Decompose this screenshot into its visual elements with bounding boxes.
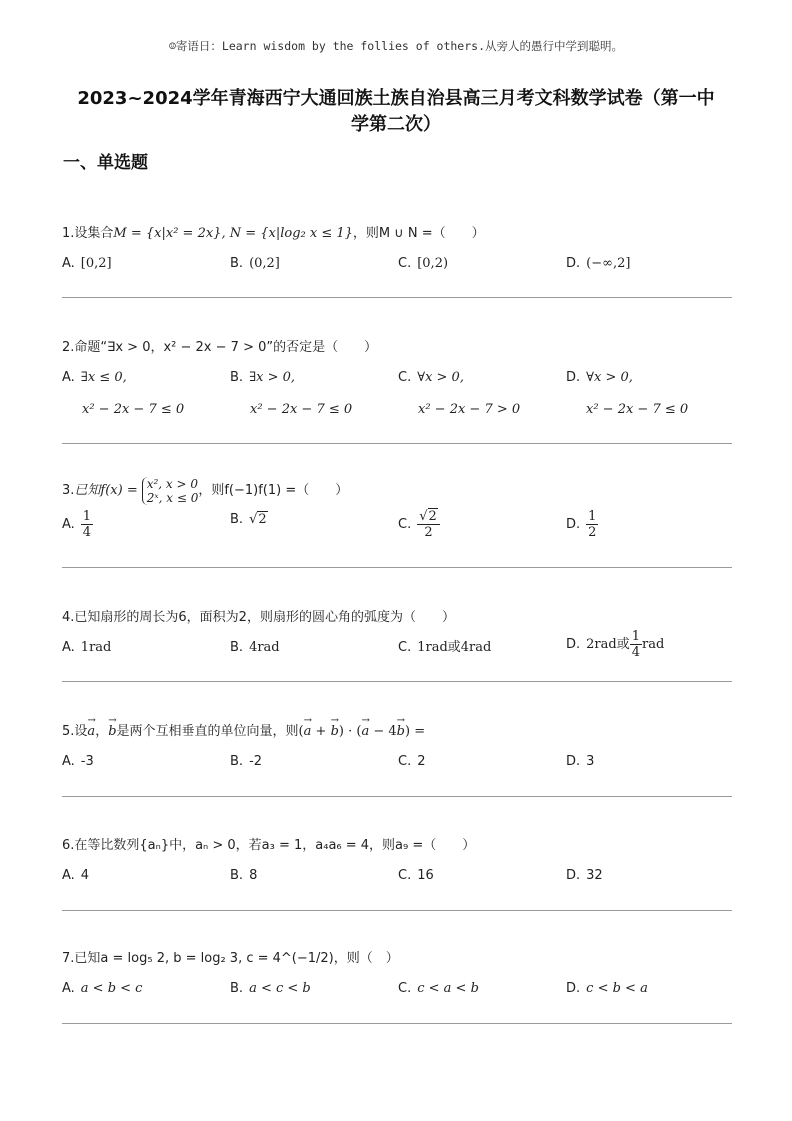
option-d[interactable]: D. 2rad或 $\frac{1}{4}$ rad [566,629,665,660]
question-2 [62,337,732,423]
question-6 [62,835,732,893]
question-5 [62,721,732,779]
question-number: 1. [62,226,75,241]
option-d[interactable]: D. 32 [566,868,603,883]
vector-a: → a [304,721,312,743]
option-d[interactable]: D. ∀x > 0, x² − 2x − 7 ≤ 0 [566,370,689,417]
option-c[interactable]: C. 1rad或4rad [398,640,492,655]
question-4 [62,607,732,673]
question-stem [62,337,732,359]
stem-text: ，则f(−1)f(1) =（ ） [198,483,349,498]
question-number: 6. [62,838,75,853]
motto: ☺寄语日：Learn wisdom by the follies of others.从旁人的愚行中学到聪明。 [168,39,624,53]
option-c[interactable]: C. 2 [398,754,426,769]
fraction: $\frac{√2}{2}$ [417,509,440,540]
options [62,978,732,1006]
option-b[interactable]: B. √2 [230,512,267,527]
vector-b: → b [108,721,116,743]
stem-text: 命题“∃x > 0，x² − 2x − 7 > 0”的否定是（ ） [74,340,378,355]
stem-text: 设 [74,724,88,739]
title-line-2: 学第二次） [351,114,441,135]
question-3 [62,477,732,545]
option-b[interactable]: B. 8 [230,868,258,883]
option-b[interactable]: B. -2 [230,754,263,769]
stem-math: M = {x|x² = 2x}, N = {x|log₂ x ≤ 1} [113,226,353,241]
option-c[interactable]: C. 16 [398,868,434,883]
divider [62,796,732,797]
question-stem [62,948,732,970]
option-a[interactable]: A. 1rad [62,640,112,655]
option-b[interactable]: B. a < c < b [230,981,311,996]
options [62,629,732,673]
option-d[interactable]: D. $\frac{1}{2}$ [566,509,597,540]
options [62,751,732,779]
option-d[interactable]: D. (−∞,2] [566,256,631,271]
question-7 [62,948,732,1006]
title-line-1: 2023~2024学年青海西宁大通回族土族自治县高三月考文科数学试卷（第一中 [77,88,715,109]
vector-b: → b [331,721,339,743]
option-b[interactable]: B. (0,2] [230,256,280,271]
stem-math: = [414,724,426,739]
option-a[interactable]: A. ∃x ≤ 0, x² − 2x − 7 ≤ 0 [62,370,185,417]
divider [62,567,732,568]
page-title [40,86,752,138]
vector-b: → b [397,721,405,743]
option-c[interactable]: C. [0,2) [398,256,449,271]
divider [62,681,732,682]
stem-math: 已知f(x) = [74,483,138,498]
stem-text: 已知扇形的周长为6，面积为2，则扇形的圆心角的弧度为（ ） [74,610,455,625]
option-b[interactable]: B. ∃x > 0, x² − 2x − 7 ≤ 0 [230,370,353,417]
question-stem: 5.设→ a，→ b是两个互相垂直的单位向量，则(→ a + → b) · (→ a − 4→ b) = [62,721,732,743]
option-c[interactable]: C. ∀x > 0, x² − 2x − 7 > 0 [398,370,521,417]
question-1 [62,223,732,281]
option-d[interactable]: D. c < b < a [566,981,648,996]
option-a[interactable]: A. 4 [62,868,90,883]
option-c[interactable]: C. $\frac{√2}{2}$ [398,509,440,540]
sqrt: √2 [249,512,267,527]
options [62,865,732,893]
vector-a: → a [87,721,95,743]
divider [62,1023,732,1024]
question-number: 3. [62,483,75,498]
divider [62,910,732,911]
divider [62,297,732,298]
question-stem [62,607,732,629]
question-stem [62,835,732,857]
question-number: 7. [62,951,75,966]
question-stem [62,477,732,505]
fraction: $\frac{1}{2}$ [588,509,597,540]
option-a[interactable]: A. $\frac{1}{4}$ [62,509,92,540]
option-d[interactable]: D. 3 [566,754,595,769]
option-a[interactable]: A. -3 [62,754,94,769]
option-a[interactable]: A. [0,2] [62,256,112,271]
fraction: $\frac{1}{4}$ [82,509,92,540]
question-number: 5. [62,724,75,739]
options [62,367,732,423]
piecewise-brace [142,477,199,505]
piece-case: 2ˣ, x ≤ 0 [146,491,199,505]
vector-a: → a [361,721,369,743]
stem-text: ，则M ∪ N =（ ） [352,226,485,241]
options [62,509,732,545]
option-b[interactable]: B. 4rad [230,640,280,655]
stem-text: 是两个互相垂直的单位向量，则 [116,724,299,739]
question-number: 2. [62,340,75,355]
option-a[interactable]: A. a < b < c [62,981,143,996]
question-number: 4. [62,610,75,625]
section-heading: 一、单选题 [63,153,148,173]
piece-case: x², x > 0 [146,477,199,491]
option-c[interactable]: C. c < a < b [398,981,479,996]
stem-text: 在等比数列{aₙ}中，aₙ > 0，若a₃ = 1，a₄a₆ = 4，则a₉ =（ ） [74,838,476,853]
fraction: $\frac{1}{4}$ [631,629,640,660]
divider [62,443,732,444]
question-stem [62,223,732,245]
options [62,253,732,281]
stem-text: 已知a = log₅ 2, b = log₂ 3, c = 4^(−1/2)，则（ ） [74,951,399,966]
stem-text: 设集合 [74,226,114,241]
